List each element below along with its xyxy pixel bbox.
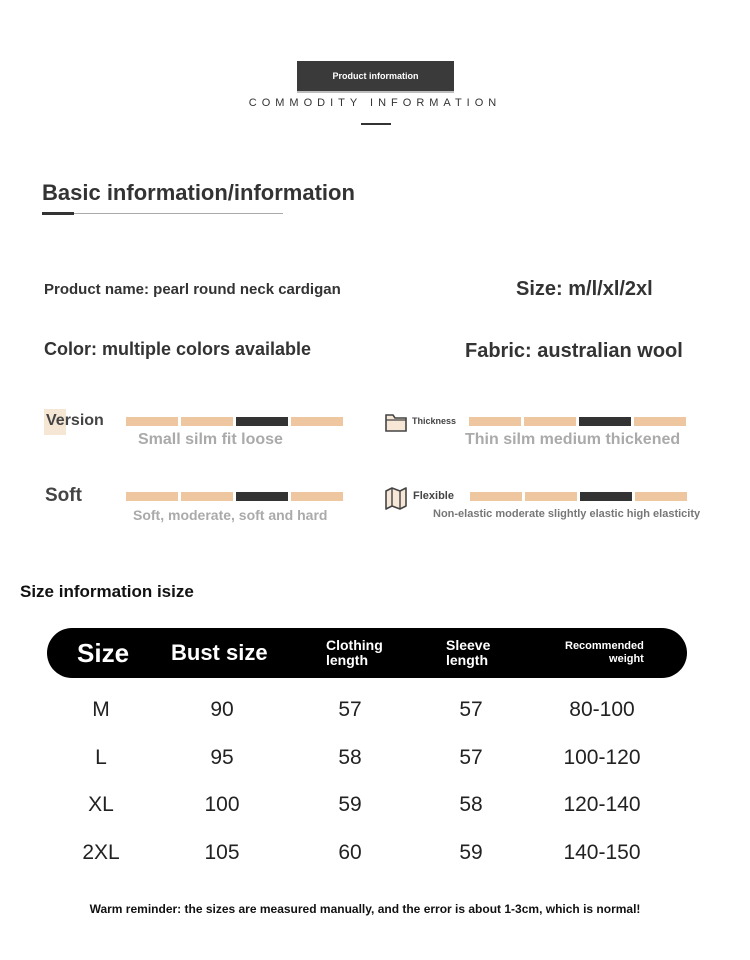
- cell-clothing-length: 58: [338, 746, 362, 769]
- header-sleeve-line1: Sleeve: [446, 637, 491, 653]
- map-icon: [384, 486, 408, 510]
- scale-segment-selected: [236, 417, 288, 426]
- cell-sleeve-length: 59: [459, 841, 483, 864]
- cell-sleeve-length: 58: [459, 793, 483, 816]
- cell-bust: 100: [204, 793, 240, 816]
- header-clothing-length: [326, 628, 383, 678]
- scale-segment: [635, 492, 687, 501]
- size-list: Size: m/l/xl/2xl: [516, 278, 653, 300]
- flexible-scale-text: Non-elastic moderate slightly elastic high elasticity: [433, 508, 701, 520]
- version-scale: [126, 417, 343, 426]
- thickness-scale: [469, 417, 686, 426]
- scale-segment: [634, 417, 686, 426]
- scale-segment: [470, 492, 522, 501]
- cell-size: L: [95, 746, 107, 769]
- soft-scale: [126, 492, 343, 501]
- scale-segment: [126, 417, 178, 426]
- table-row: [0, 841, 750, 881]
- cell-sleeve-length: 57: [459, 746, 483, 769]
- cell-weight: 80-100: [569, 698, 635, 721]
- cell-clothing-length: 57: [338, 698, 362, 721]
- color-info: Color: multiple colors available: [44, 339, 312, 359]
- table-row: [0, 698, 750, 738]
- header-clothing-line2: length: [326, 652, 368, 668]
- cell-size: XL: [88, 793, 114, 816]
- thickness-label: Thickness: [412, 416, 457, 426]
- cell-size: M: [92, 698, 110, 721]
- cell-bust: 90: [210, 698, 234, 721]
- version-scale-text: Small silm fit loose: [138, 431, 283, 448]
- basic-information-title: Basic information/information: [42, 180, 355, 205]
- section-rule-accent: [42, 212, 74, 215]
- warm-reminder: Warm reminder: the sizes are measured manually, and the error is about 1-3cm, which is normal!: [89, 902, 641, 916]
- scale-segment-selected: [579, 417, 631, 426]
- scale-segment: [181, 492, 233, 501]
- header-clothing-line1: Clothing: [326, 637, 383, 653]
- size-table-header: [47, 628, 687, 678]
- cell-size: 2XL: [82, 841, 120, 864]
- header-recommended-weight: [565, 628, 644, 678]
- scale-segment: [525, 492, 577, 501]
- header-size: Size: [77, 637, 130, 668]
- scale-segment: [181, 417, 233, 426]
- table-row: [0, 793, 750, 833]
- flexible-label: Flexible: [413, 490, 454, 502]
- flexible-scale: [470, 492, 687, 501]
- fabric-info: Fabric: australian wool: [465, 340, 683, 362]
- cell-weight: 140-150: [563, 841, 641, 864]
- thickness-scale-text: Thin silm medium thickened: [465, 431, 681, 448]
- header-bust-size: Bust size: [171, 640, 268, 665]
- scale-segment: [524, 417, 576, 426]
- cell-weight: 120-140: [563, 793, 641, 816]
- folder-icon: [384, 410, 408, 434]
- header-weight-line1: Recommended: [565, 640, 644, 652]
- cell-bust: 105: [204, 841, 240, 864]
- cell-bust: 95: [210, 746, 234, 769]
- cell-weight: 100-120: [563, 746, 641, 769]
- scale-segment-selected: [236, 492, 288, 501]
- soft-scale-text: Soft, moderate, soft and hard: [133, 507, 328, 523]
- scale-segment: [291, 417, 343, 426]
- header-weight-line2: weight: [609, 653, 644, 665]
- cell-clothing-length: 59: [338, 793, 362, 816]
- product-information-tag: Product information: [297, 61, 454, 91]
- product-name: Product name: pearl round neck cardigan: [44, 281, 341, 298]
- header-sleeve-line2: length: [446, 652, 488, 668]
- cell-clothing-length: 60: [338, 841, 362, 864]
- cell-sleeve-length: 57: [459, 698, 483, 721]
- header-sleeve-length: [446, 628, 490, 678]
- scale-segment-selected: [580, 492, 632, 501]
- scale-segment: [126, 492, 178, 501]
- table-row: [0, 746, 750, 786]
- scale-segment: [291, 492, 343, 501]
- commodity-information-subtitle: COMMODITY INFORMATION: [248, 97, 502, 109]
- size-information-title: Size information isize: [20, 582, 194, 601]
- soft-label: Soft: [45, 485, 82, 506]
- version-label: Version: [46, 412, 104, 429]
- section-rule: [42, 213, 283, 214]
- scale-segment: [469, 417, 521, 426]
- tag-underline: [297, 91, 454, 93]
- subtitle-rule: [361, 123, 391, 125]
